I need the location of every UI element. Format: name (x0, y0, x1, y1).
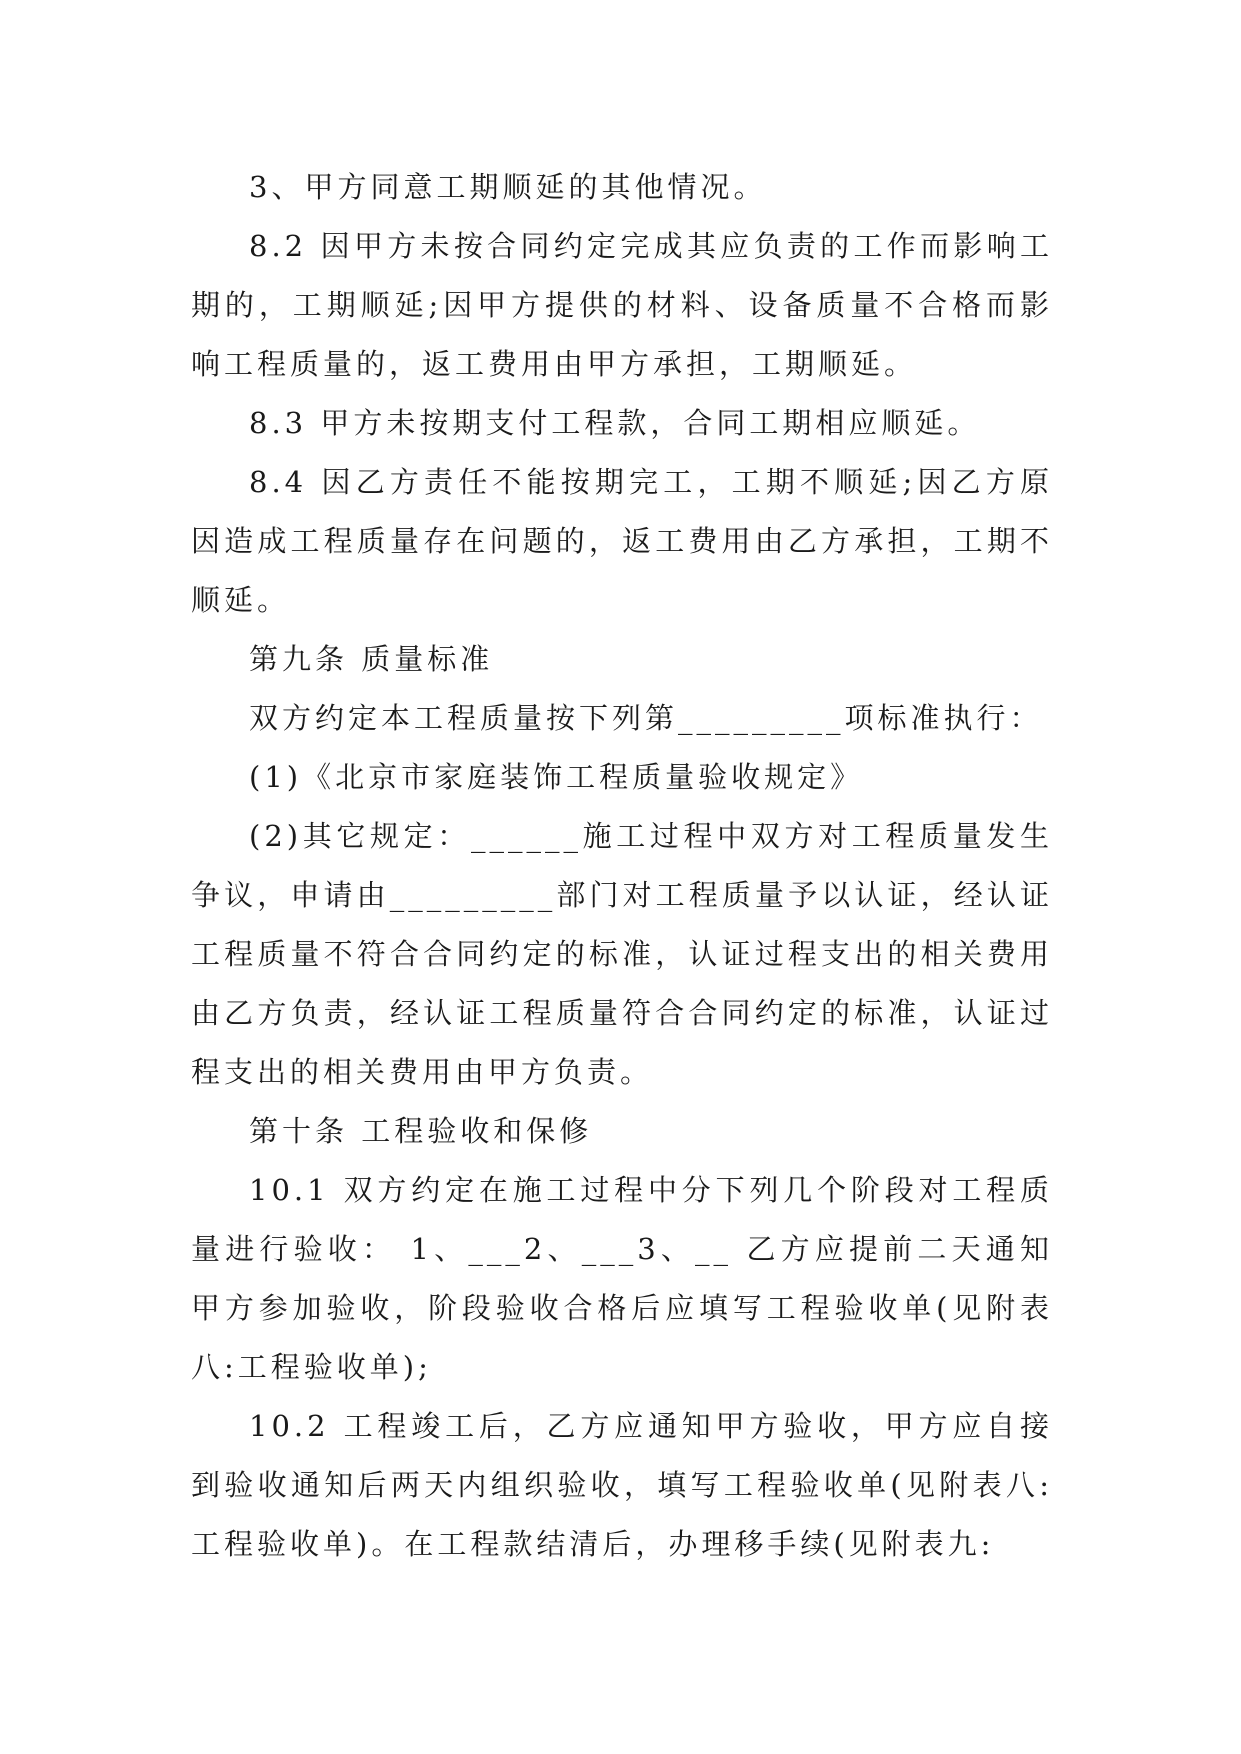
paragraph-standard-1: (1)《北京市家庭装饰工程质量验收规定》 (249, 760, 864, 794)
paragraph-quality-standard-choice: 双方约定本工程质量按下列第_________项标准执行： (249, 701, 1043, 735)
paragraph-clause-8-2: 8.2 因甲方未按合同约定完成其应负责的工作而影响工期的，工期顺延;因甲方提供的材料、设备质量不合格而影响工程质量的，返工费用由甲方承担，工期顺延。 (191, 229, 1053, 381)
paragraph-extension-other: 3、甲方同意工期顺延的其他情况。 (249, 170, 767, 204)
paragraph-clause-10-2: 10.2 工程竣工后，乙方应通知甲方验收，甲方应自接到验收通知后两天内组织验收，填写工程验收单(见附表八:工程验收单)。在工程款结清后，办理移手续(见附表九: (191, 1409, 1053, 1561)
paragraph-clause-8-4: 8.4 因乙方责任不能按期完工，工期不顺延;因乙方原因造成工程质量存在问题的，返工费用由乙方承担，工期不顺延。 (191, 465, 1053, 617)
paragraph-clause-10-1: 10.1 双方约定在施工过程中分下列几个阶段对工程质量进行验收： 1、___2、___3、__ 乙方应提前二天通知甲方参加验收，阶段验收合格后应填写工程验收单(见附表八:工程验收单); (191, 1173, 1053, 1384)
paragraph-standard-2: (2)其它规定：______施工过程中双方对工程质量发生争议，申请由_________部门对工程质量予以认证，经认证工程质量不符合合同约定的标准，认证过程支出的相关费用由乙方负责，经认证工程质量符合合同约定的标准，认证过程支出的相关费用由甲方负责。 (191, 819, 1053, 1089)
heading-article-9: 第九条 质量标准 (249, 642, 494, 676)
paragraph-clause-8-3: 8.3 甲方未按期支付工程款，合同工期相应顺延。 (249, 406, 981, 440)
contract-text-body (191, 158, 1053, 1574)
heading-article-10: 第十条 工程验收和保修 (249, 1114, 593, 1148)
